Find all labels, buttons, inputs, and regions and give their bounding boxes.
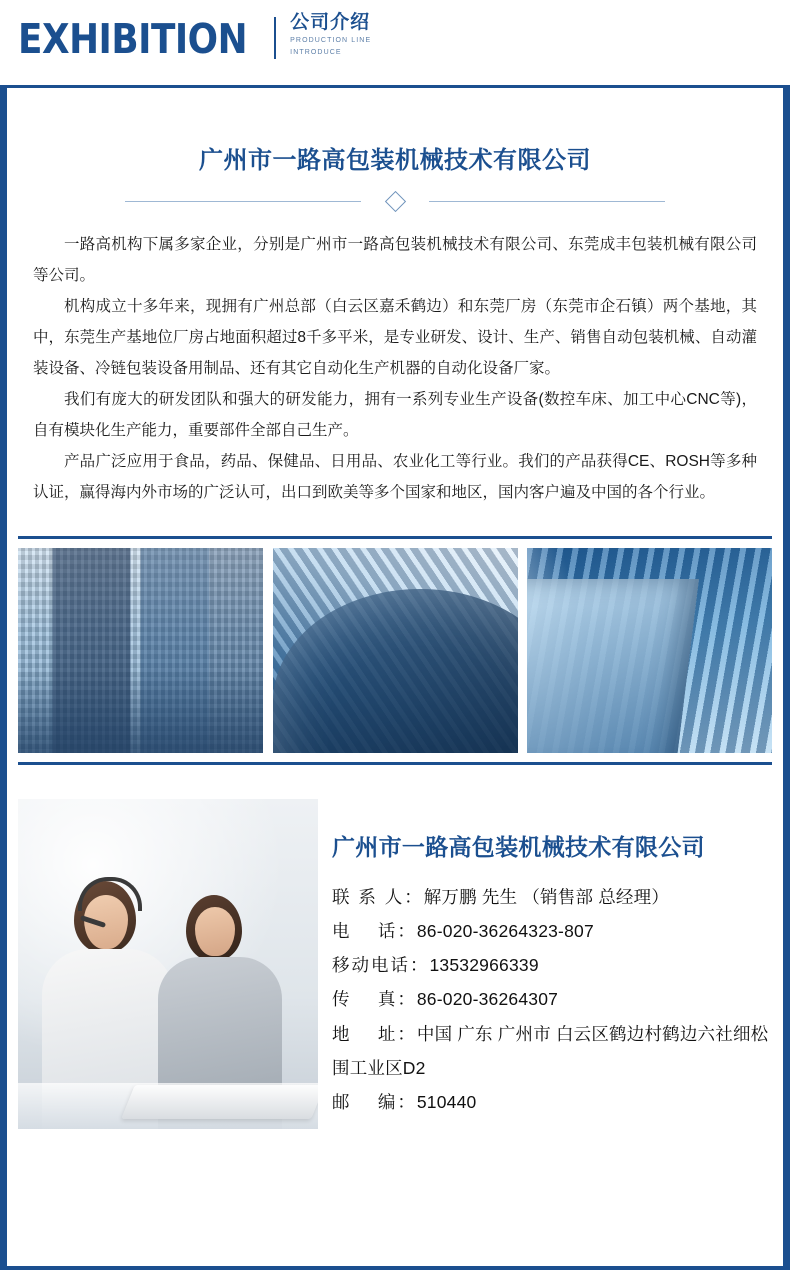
- contact-value: 510440: [416, 1091, 477, 1112]
- contact-row-mobile: [332, 948, 772, 982]
- intro-body: [25, 229, 765, 508]
- photo-strip: [18, 536, 772, 765]
- skyscrapers-photo: [527, 548, 772, 753]
- keyboard: [121, 1085, 318, 1119]
- contact-value: 86-020-36264307: [416, 989, 559, 1010]
- contact-row-address: [332, 1017, 772, 1085]
- contact-section: [0, 799, 790, 1154]
- contact-row-postcode: [332, 1085, 772, 1119]
- brand-subtitle-line-1: PRODUCTION LINE: [290, 37, 372, 45]
- title-divider: [125, 191, 665, 211]
- header-chinese-block: [290, 13, 371, 60]
- contact-row-fax: [332, 982, 772, 1016]
- intro-paragraph: 一路高机构下属多家企业，分别是广州市一路高包装机械技术有限公司、东莞成丰包装机械有限公司等公司。: [33, 236, 757, 284]
- intro-paragraph: 产品广泛应用于食品，药品、保健品、日用品、农业化工等行业。我们的产品获得CE、ROSH等多种认证，赢得海内外市场的广泛认可，出口到欧美等多个国家和地区，国内客户遍及中国的各个行业。: [33, 453, 757, 501]
- contact-label: 传 真：: [332, 989, 417, 1010]
- page-header: [0, 0, 790, 88]
- company-title: 广州市一路高包装机械技术有限公司: [199, 147, 591, 174]
- contact-value: 86-020-36264323-807: [416, 921, 594, 942]
- header-brand: [18, 13, 371, 72]
- divider-line-left: [125, 201, 361, 202]
- header-divider: [274, 17, 276, 59]
- contact-label: 邮 编：: [332, 1091, 417, 1112]
- contact-value: 13532966339: [429, 955, 539, 976]
- intro-section: [0, 140, 790, 508]
- gallery-section: [0, 536, 790, 765]
- intro-paragraph: 我们有庞大的研发团队和强大的研发能力，拥有一系列专业生产设备(数控车床、加工中心CNC等)，自有模块化生产能力，重要部件全部自己生产。: [33, 391, 757, 439]
- contact-company-title: 广州市一路高包装机械技术有限公司: [332, 834, 705, 860]
- contact-row-phone: [332, 914, 772, 948]
- divider-line-right: [429, 201, 665, 202]
- brand-chinese-text: 公司介绍: [290, 12, 371, 34]
- contact-row-person: [332, 880, 772, 914]
- contact-info: [318, 799, 772, 1154]
- customer-service-operators-photo: [18, 799, 318, 1129]
- contact-value: 中国 广东 广州市 白云区鹤边村鹤边六社细松围工业区D2: [332, 1023, 769, 1078]
- office-building-photo: [18, 548, 263, 753]
- operator-b-face: [195, 907, 235, 956]
- diamond-icon: [385, 191, 406, 212]
- contact-label: 电 话：: [332, 921, 417, 942]
- intro-paragraph: 机构成立十多年来，现拥有广州总部（白云区嘉禾鹤边）和东莞厂房（东莞市企石镇）两个基地，其中，东莞生产基地位厂房占地面积超过8千多平米，是专业研发、设计、生产、销售自动包装机械、自动灌装设备、冷链包装设备用制品、还有其它自动化生产机器的自动化设备厂家。: [33, 298, 757, 377]
- contact-label: 移动电话：: [332, 955, 430, 976]
- glass-tower-photo: [273, 548, 518, 753]
- brand-exhibition-text: EXHIBITION: [18, 14, 248, 63]
- contact-label: 地 址：: [332, 1023, 417, 1044]
- contact-label: 联 系 人：: [332, 887, 424, 907]
- brand-subtitle-line-2: INTRODUCE: [290, 49, 342, 57]
- bottom-accent-rule: [0, 1266, 790, 1270]
- contact-value: 解万鹏 先生 （销售部 总经理）: [423, 887, 670, 907]
